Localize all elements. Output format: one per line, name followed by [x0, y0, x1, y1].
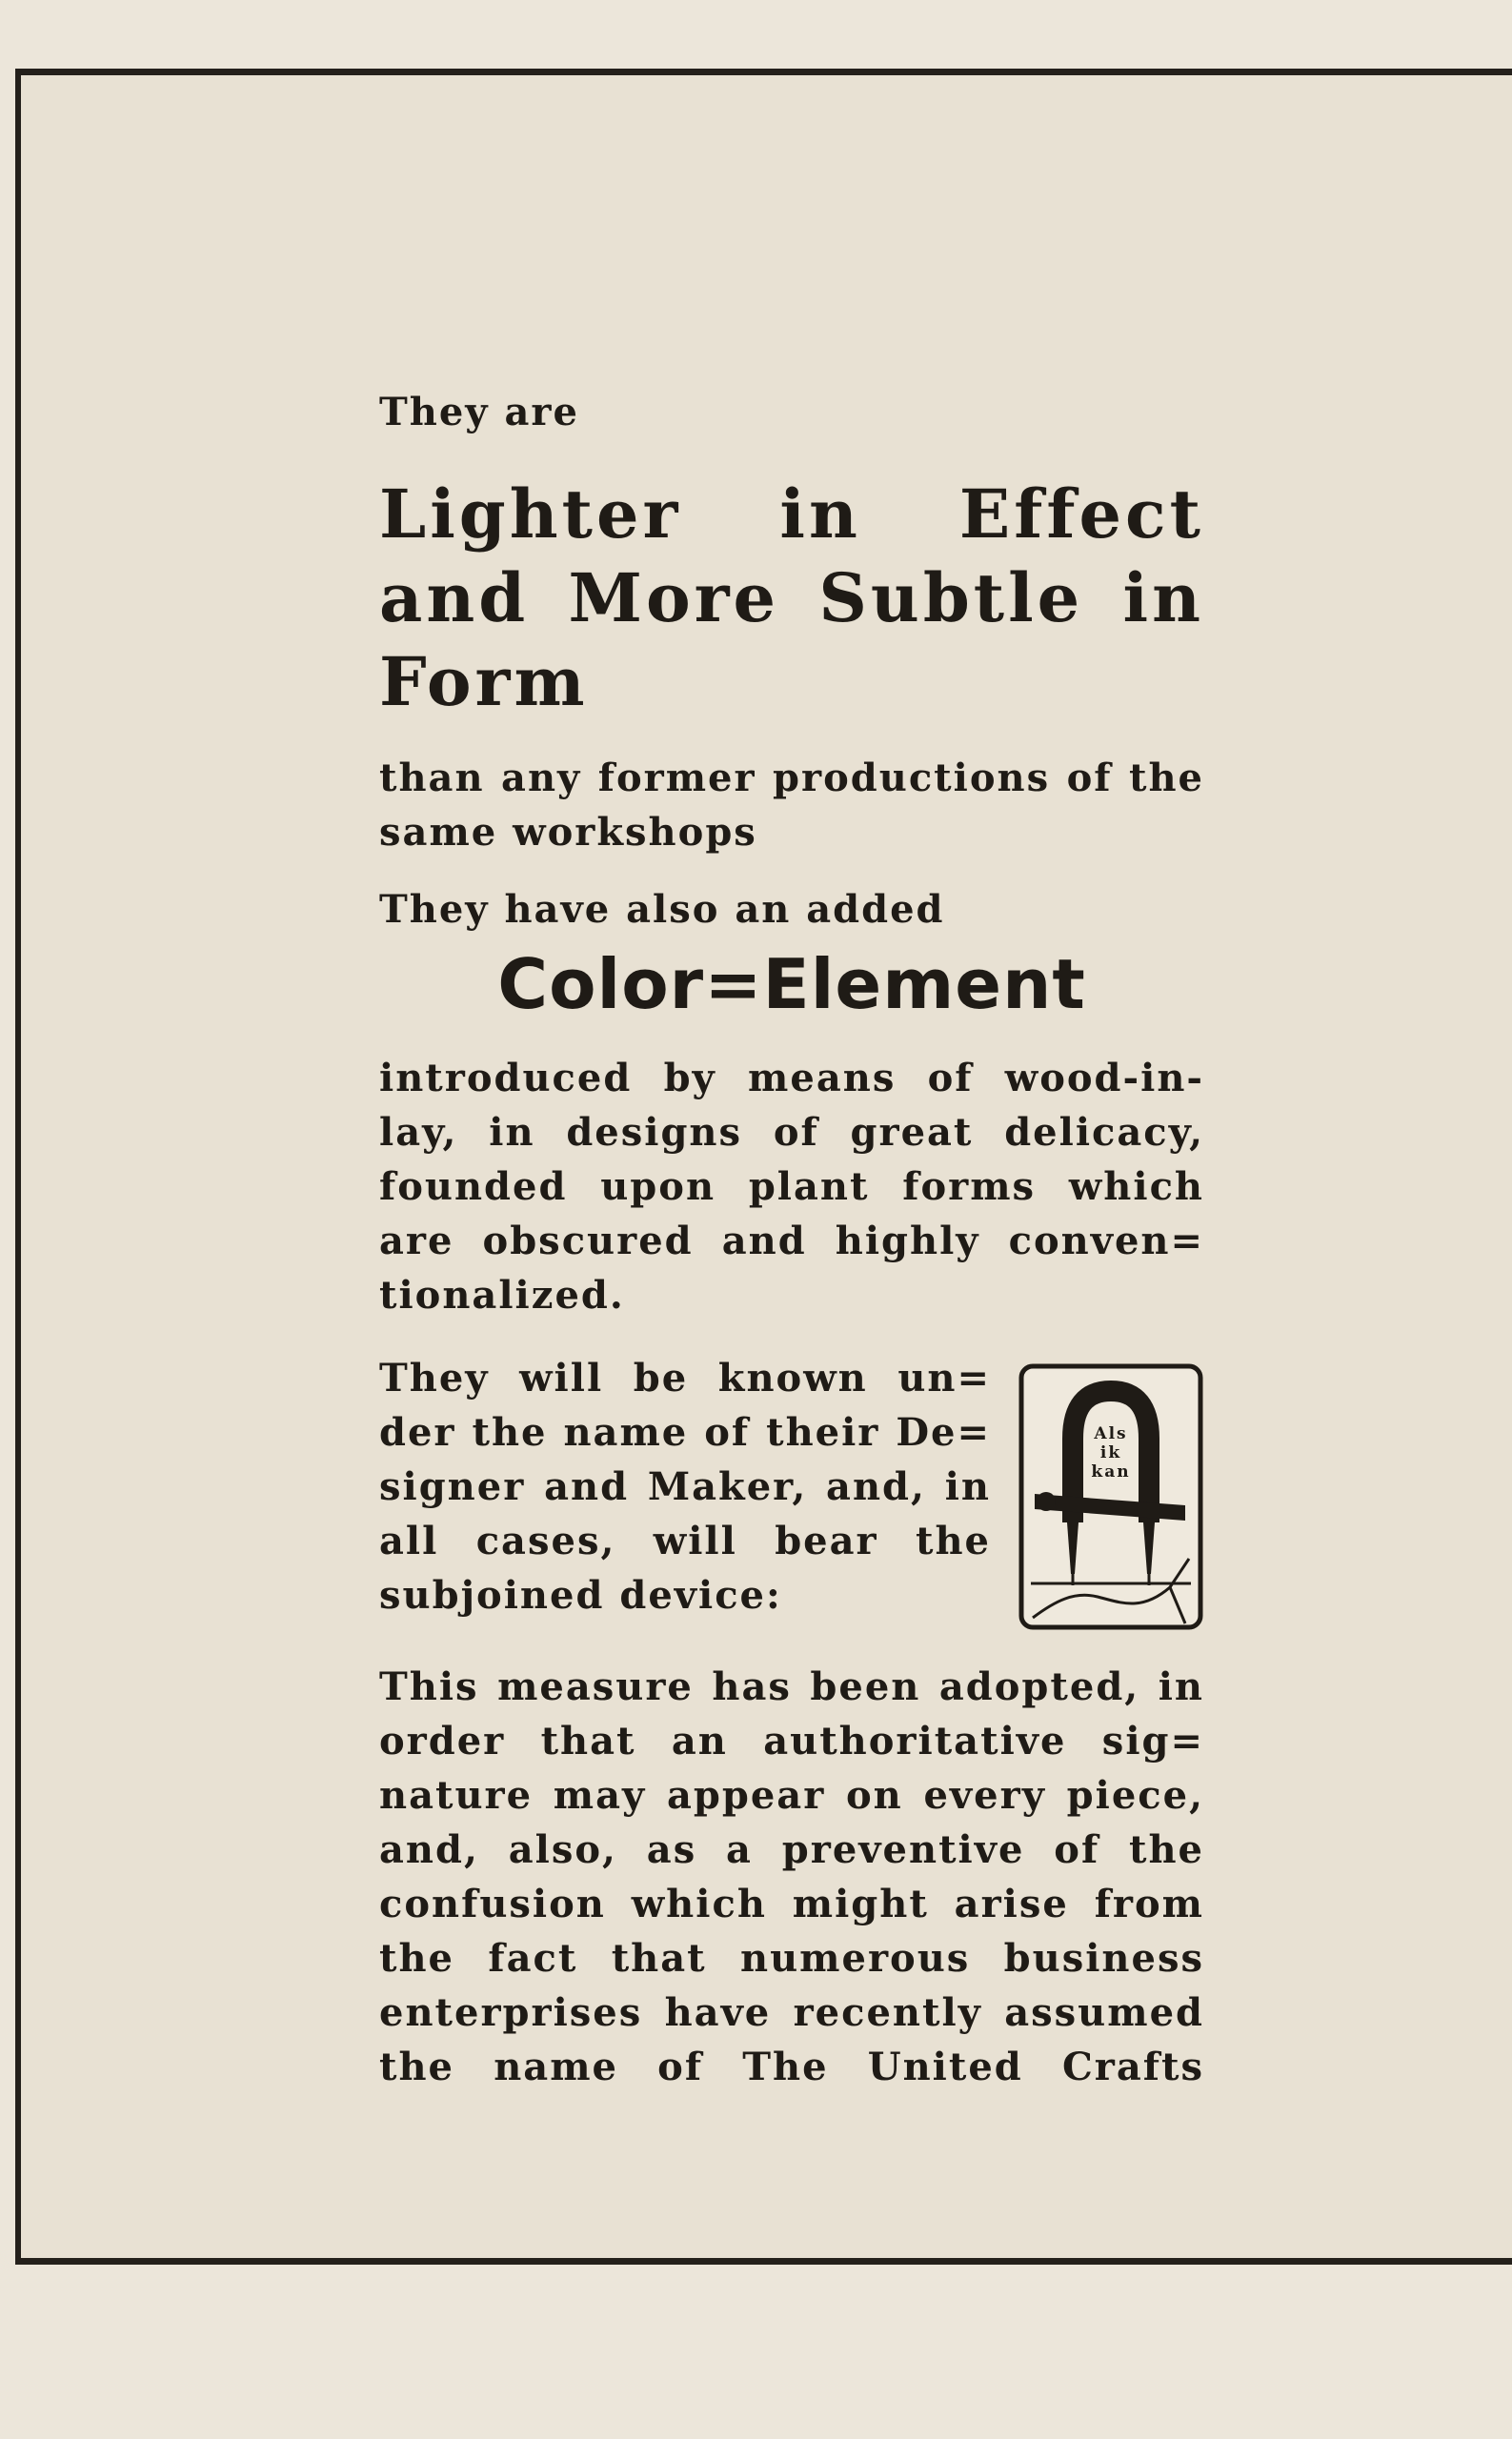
- paragraph-inlay: introduced by means of wood-in- lay, in designs of great delicacy, founded upon plant forms which are obscured and highly conven= tionalized.: [379, 1056, 1204, 1318]
- device-motto-line-3: kan: [1091, 1462, 1131, 1482]
- paragraph-added: They have also an added: [379, 887, 945, 932]
- intro-text: They are: [379, 390, 579, 434]
- color-element-heading: Color=Element: [497, 944, 1086, 1024]
- headline: Lighter in Effect and More Subtle in Form: [379, 474, 1204, 721]
- paragraph-device: They will be known un= der the name of their De= signer and Maker, and, in all cases, will bear the subjoined device:: [379, 1356, 991, 1618]
- device-motto-line-2: ik: [1099, 1443, 1122, 1462]
- advertisement-frame: [15, 69, 1512, 2265]
- paragraph-measure: This measure has been adopted, in order that an authoritative sig= nature may appear on every piece, and, also, as a preventive of the confusion which might arise from the fact that numerous business enterprises have recently assumed the name of The United Crafts: [379, 1664, 1204, 2089]
- joiners-compass-device-icon: [1018, 1362, 1204, 1631]
- device-motto-line-1: Als: [1094, 1424, 1128, 1443]
- paragraph-former-productions: than any former productions of the same workshops: [379, 756, 1204, 855]
- advertisement-text: [379, 390, 1204, 2094]
- device-section: [379, 1351, 1204, 1631]
